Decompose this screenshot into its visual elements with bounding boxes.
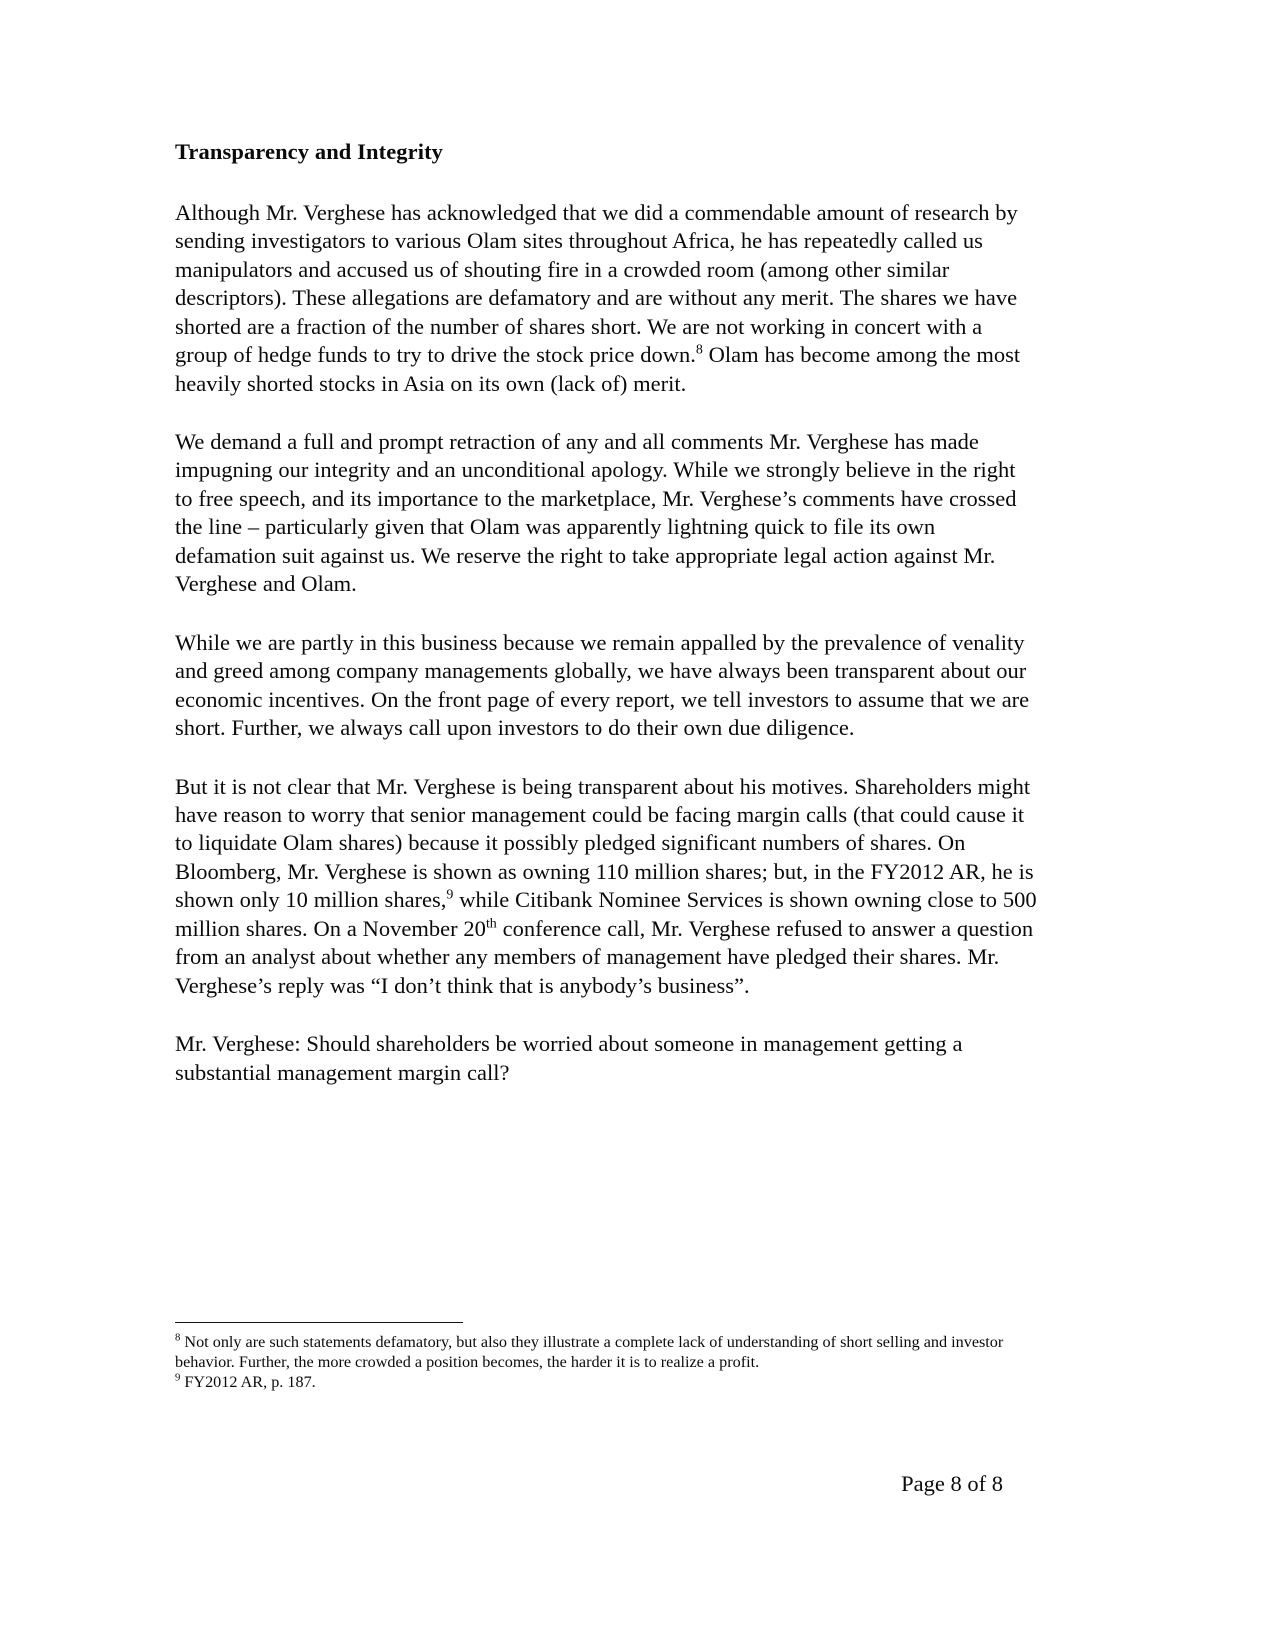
footnote-separator-rule — [175, 1322, 463, 1323]
body-paragraph-1: Although Mr. Verghese has acknowledged that we did a commendable amount of research by sending investigators to various Olam sites throughout Africa, he has repeatedly called us manipulators and accused us of shouting fire in a crowded room (among other similar descriptors). These allegations are defamatory and are without any merit. The shares we have shorted are a fraction of the number of shares short. We are not working in concert with a group of hedge funds to try to drive the stock price down.$^8$ Olam has become among the most heavily shorted stocks in Asia on its own (lack of) merit. — [175, 199, 1021, 396]
footnote-9: $^9$ FY2012 AR, p. 187. — [175, 1371, 316, 1392]
footnote-reference-9[interactable]: 9 — [446, 887, 454, 903]
body-paragraph-4: But it is not clear that Mr. Verghese is being transparent about his motives. Shareholders might have reason to worry that senior management could be facing margin calls (that could cause it to liquidate Olam shares) because it possibly pledged significant numbers of shares. On Bloomberg, Mr. Verghese is shown as owning 110 million shares; but, in the FY2012 AR, he is shown only 10 million shares,$^9$ while Citibank Nominee Services is shown owning close to 500 million shares. On a November 20th conference call, Mr. Verghese refused to answer a question from an analyst about whether any members of management have pledged their shares. Mr. Verghese’s reply was “I don’t think that is anybody’s business”. — [175, 773, 1037, 998]
footnote-marker-9: 9 — [175, 1371, 181, 1384]
footnote-marker-8: 8 — [175, 1331, 181, 1344]
body-paragraph-2: We demand a full and prompt retraction of any and all comments Mr. Verghese has made impugning our integrity and an unconditional apology. While we strongly believe in the right to free speech, and its importance to the marketplace, Mr. Verghese’s comments have crossed the line – particularly given that Olam was apparently lightning quick to file its own defamation suit against us. We reserve the right to take appropriate legal action against Mr. Verghese and Olam. — [175, 428, 1017, 597]
footnote-reference-8[interactable]: 8 — [695, 342, 703, 358]
body-paragraph-5: Mr. Verghese: Should shareholders be worried about someone in management getting a substantial management margin call? — [175, 1031, 963, 1085]
section-heading: Transparency and Integrity — [175, 139, 444, 164]
footnote-8: $^8$ Not only are such statements defamatory, but also they illustrate a complete lack of understanding of short selling and investor behavior. Further, the more crowded a position becomes, the harder it is to realize a profit. — [175, 1331, 1004, 1372]
ordinal-suffix: th — [485, 916, 497, 932]
footnote-area — [175, 1322, 1037, 1392]
page-number-footer: Page 8 of 8 — [901, 1471, 1003, 1496]
body-paragraph-3: While we are partly in this business because we remain appalled by the prevalence of venality and greed among company managements globally, we have always been transparent about our economic incentives. On the front page of every report, we tell investors to assume that we are short. Further, we always call upon investors to do their own due diligence. — [175, 629, 1030, 741]
document-body — [175, 138, 1037, 1087]
